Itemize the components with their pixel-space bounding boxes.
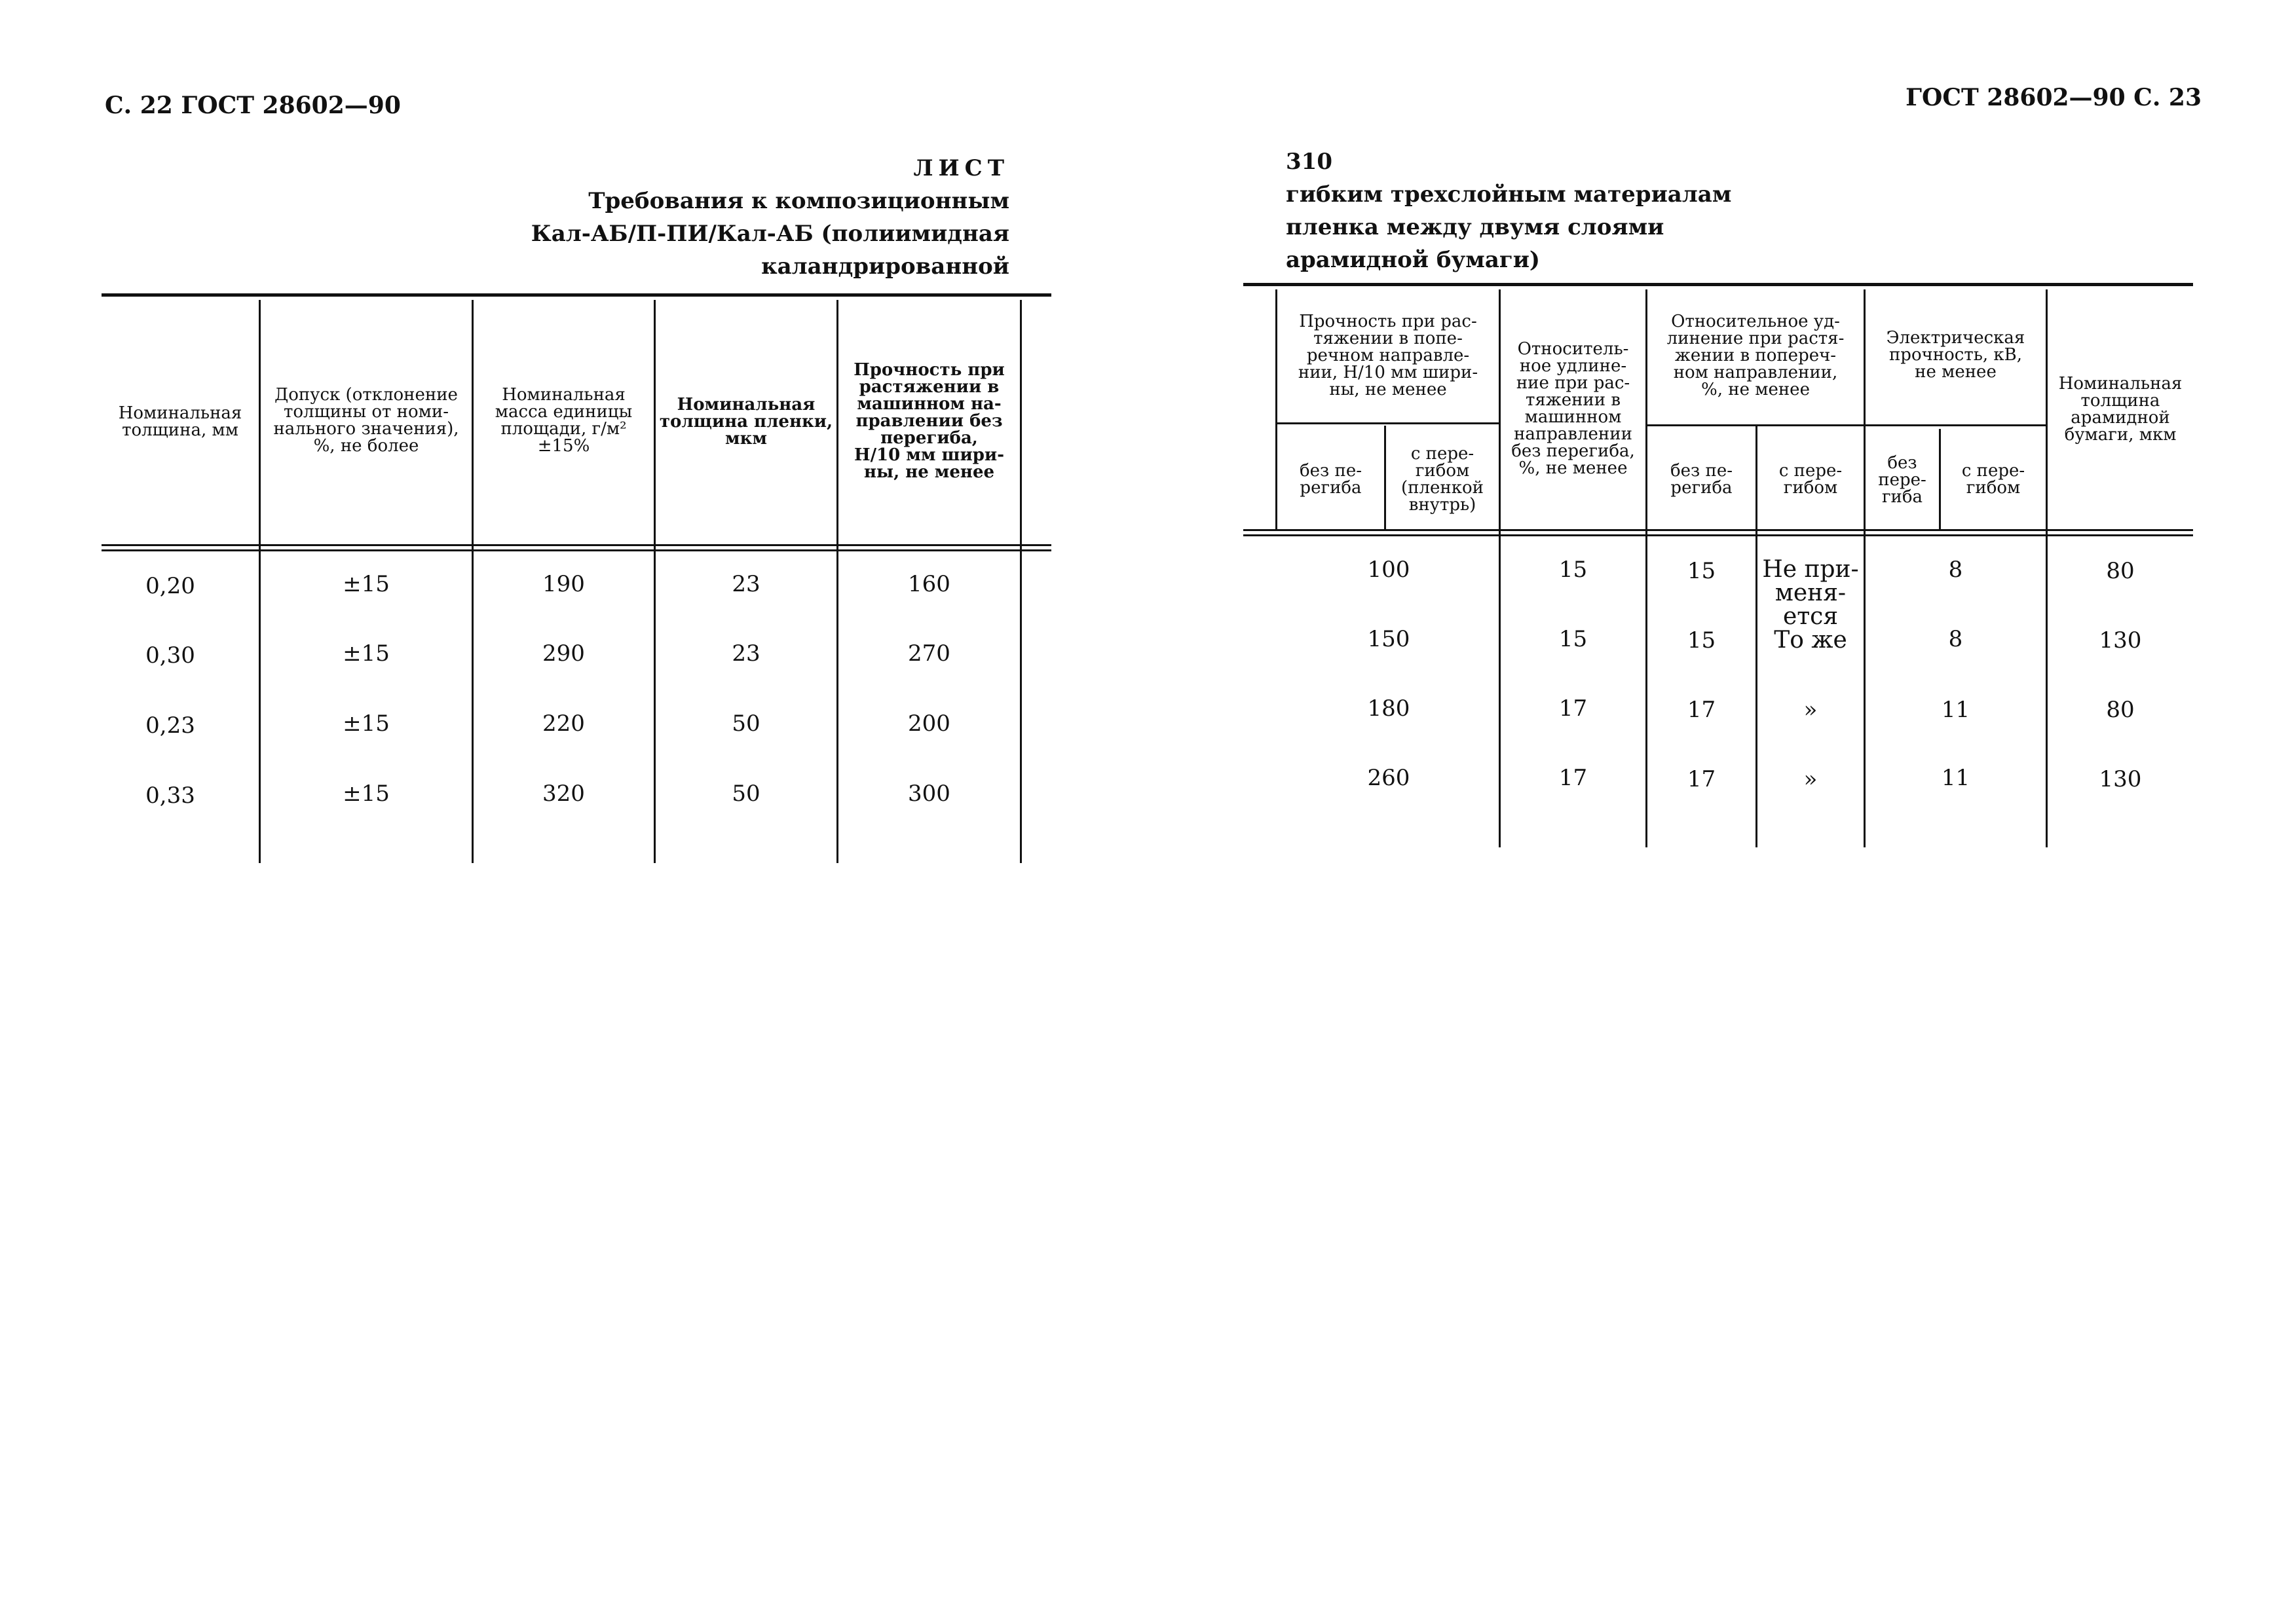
left-cell: 0,23 (145, 712, 195, 739)
right-cell: 130 (2099, 766, 2142, 792)
left-title-block (420, 152, 1009, 283)
left-cell: 160 (908, 571, 950, 597)
right-cell: 11 (1941, 697, 1970, 723)
left-cell: 0,30 (145, 642, 195, 669)
left-table-header-rule-1 (102, 544, 1051, 546)
right-table-header-rule-1 (1243, 529, 2193, 531)
left-cell: 0,20 (145, 573, 195, 599)
left-title-line-4: каландрированной (761, 253, 1009, 280)
right-cell: 15 (1687, 558, 1716, 584)
right-page-header: ГОСТ 28602—90 С. 23 (1905, 84, 2202, 111)
right-cell: 17 (1558, 695, 1588, 722)
left-cell: 300 (908, 781, 950, 807)
right-cell: 8 (1948, 626, 1963, 652)
left-title-line-2: Требования к композиционным (588, 188, 1009, 214)
right-cell: 15 (1687, 627, 1716, 654)
right-cell: » (1803, 697, 1818, 723)
right-cell: 130 (2099, 627, 2142, 654)
left-title-line-1: ЛИСТ (913, 155, 1009, 181)
left-cell: 220 (542, 710, 585, 737)
right-cell: 17 (1687, 697, 1716, 723)
left-cell: 290 (542, 640, 585, 667)
left-col-header-1: Номинальная толщина, мм (118, 403, 242, 440)
left-table-header-rule-2 (102, 549, 1051, 551)
right-cell: То же (1774, 627, 1847, 654)
right-table-top-rule (1243, 283, 2193, 286)
right-cell: » (1803, 766, 1818, 792)
right-cell: Не при- меня- ется (1762, 556, 1859, 630)
right-group-header-paper: Номинальная толщина арамидной бумаги, мкм (2058, 374, 2183, 445)
right-group-header-elongation-cross: Относительное уд- линение при растя- жении в попереч- ном направлении, %, не менее (1666, 312, 1845, 399)
right-cell: 100 (1367, 557, 1410, 583)
right-subheader-elong-with-fold: с пере- гибом (1778, 461, 1843, 498)
right-cell: 80 (2106, 697, 2135, 723)
right-cell: 11 (1941, 765, 1970, 791)
left-cell: 50 (732, 710, 760, 737)
right-cell: 17 (1558, 765, 1588, 791)
right-cell: 150 (1367, 626, 1410, 652)
right-cell: 180 (1367, 695, 1410, 722)
left-page-header: С. 22 ГОСТ 28602—90 (105, 92, 401, 119)
left-title-line-3: Кал-АБ/П-ПИ/Кал-АБ (полиимидная (531, 221, 1009, 247)
right-subheader-with-fold: с пере- гибом (пленкой внутрь) (1401, 444, 1484, 515)
left-cell: 23 (732, 571, 760, 597)
right-subheader-elec-with-fold: с пере- гибом (1961, 461, 2025, 498)
left-cell: 200 (908, 710, 950, 737)
left-cell: 320 (542, 781, 585, 807)
right-title-line-3: пленка между двумя слоями (1286, 214, 1664, 240)
right-subheader-elong-no-fold: без пе- региба (1670, 461, 1733, 498)
right-cell: 15 (1558, 557, 1588, 583)
right-subheader-no-fold: без пе- региба (1300, 461, 1362, 498)
right-title-block (1286, 145, 1875, 276)
right-cell: 15 (1558, 626, 1588, 652)
left-table-top-rule (102, 293, 1051, 297)
left-col-header-2: Допуск (отклонение толщины от номи- нального значения), %, не более (273, 385, 459, 456)
left-table-divider-5 (1020, 300, 1022, 863)
right-cell: 8 (1948, 557, 1963, 583)
right-group-header-tensile: Прочность при рас- тяжении в попе- речном направле- нии, Н/10 мм шири- ны, не менее (1298, 312, 1478, 399)
left-col-header-4: Номинальная толщина пленки, мкм (659, 395, 833, 449)
right-cell: 17 (1687, 766, 1716, 792)
right-group-header-elongation-machine: Относитель- ное удлине- ние при рас- тяжении в машинном направлении без перегиба, %, не менее (1511, 339, 1635, 478)
left-cell: ±15 (343, 640, 390, 667)
right-title-line-4: арамидной бумаги) (1286, 247, 1541, 273)
left-cell: 50 (732, 781, 760, 807)
left-cell: ±15 (343, 571, 390, 597)
left-cell: 190 (542, 571, 585, 597)
right-cell: 80 (2106, 558, 2135, 584)
right-subheader-elec-no-fold: без пере- гиба (1878, 453, 1926, 507)
left-cell: ±15 (343, 781, 390, 807)
right-cell: 260 (1367, 765, 1410, 791)
left-col-header-5: Прочность при растяжении в машинном на- правлении без перегиба, Н/10 мм шири- ны, не менее (854, 360, 1005, 482)
left-cell: 270 (908, 640, 950, 667)
right-table-subheader-rule-c (1866, 424, 2047, 426)
left-cell: 0,33 (145, 783, 195, 809)
right-table-header-rule-2 (1243, 534, 2193, 536)
right-group-header-electric: Электрическая прочность, кВ, не менее (1886, 328, 2025, 382)
left-cell: 23 (732, 640, 760, 667)
right-title-line-2: гибким трехслойным материалам (1286, 181, 1732, 208)
left-col-header-3: Номинальная масса единицы площади, г/м² ±15% (495, 385, 633, 456)
left-cell: ±15 (343, 710, 390, 737)
right-title-line-1: 310 (1286, 149, 1332, 175)
right-table-subheader-rule-a (1277, 422, 1499, 424)
